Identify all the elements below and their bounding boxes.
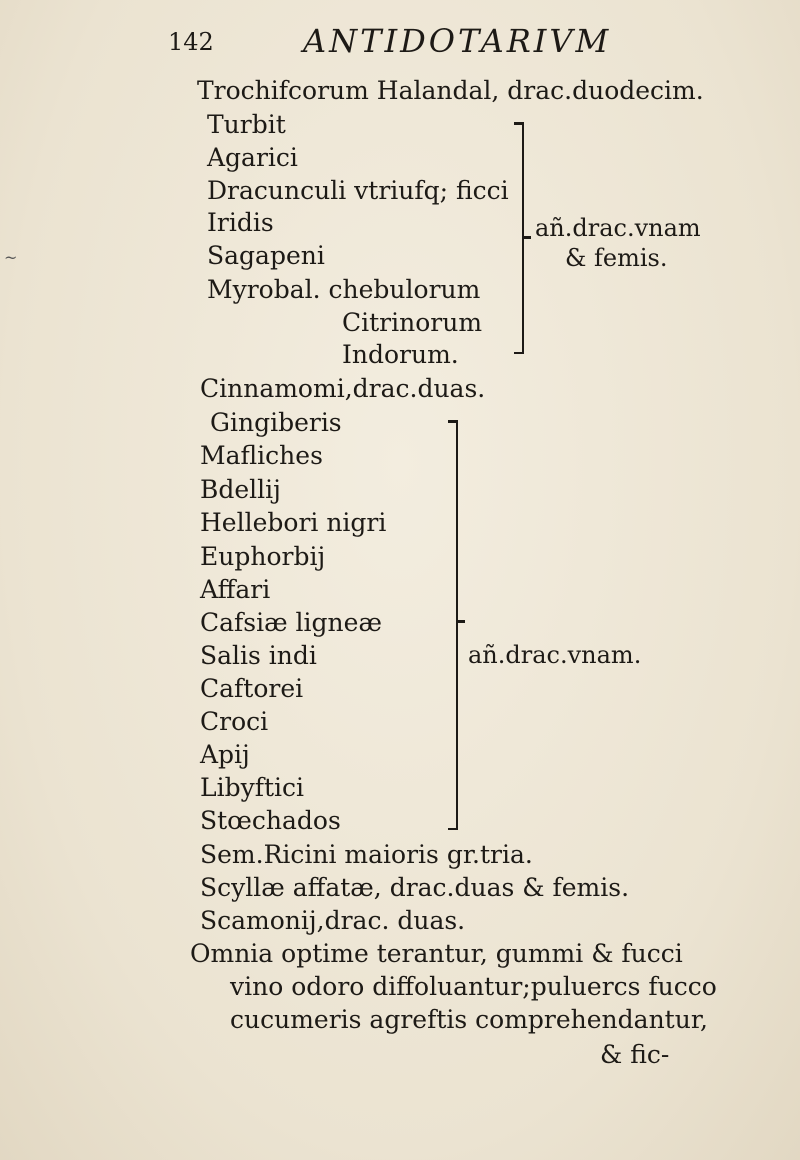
- ingredient-line: Affari: [200, 575, 271, 604]
- brace-group2: [446, 420, 458, 830]
- page-number: 142: [168, 28, 214, 56]
- ingredient-line: Gingiberis: [210, 408, 342, 437]
- text-line: vino odoro diffoluantur;puluercs fucco: [230, 972, 717, 1001]
- ingredient-line: Apij: [200, 740, 250, 769]
- ingredient-line: Hellebori nigri: [200, 508, 387, 537]
- text-line: Scamonij,drac. duas.: [200, 906, 466, 935]
- text-line: Omnia optime terantur, gummi & fucci: [190, 939, 683, 968]
- ingredient-line: Turbit: [207, 110, 286, 139]
- dosage-note: añ.drac.vnam.: [468, 641, 642, 669]
- running-title: ANTIDOTARIVM: [303, 22, 612, 60]
- ingredient-line: Caftorei: [200, 674, 304, 703]
- ingredient-line: Mafliches: [200, 441, 323, 470]
- recipe-line: Cinnamomi,drac.duas.: [200, 374, 486, 403]
- ingredient-line: Stœchados: [200, 806, 341, 835]
- recipe-line: Trochifcorum Halandal, drac.duodecim.: [197, 76, 704, 105]
- text-line: Sem.Ricini maioris gr.tria.: [200, 840, 533, 869]
- margin-mark: ~: [4, 248, 18, 267]
- ingredient-line: Sagapeni: [207, 241, 325, 270]
- ingredient-line: Cafsiæ ligneæ: [200, 608, 382, 637]
- ingredient-line: Bdellij: [200, 475, 281, 504]
- brace-group1: [512, 122, 524, 354]
- ingredient-line: Euphorbij: [200, 542, 326, 571]
- page-header: [168, 22, 612, 60]
- ingredient-line: Salis indi: [200, 641, 317, 670]
- ingredient-line: Dracunculi vtriufq; ficci: [207, 176, 509, 205]
- ingredient-line: Libyftici: [200, 773, 305, 802]
- ingredient-line: Agarici: [207, 143, 298, 172]
- ingredient-line: Citrinorum: [342, 308, 483, 337]
- ingredient-line: Iridis: [207, 208, 274, 237]
- ingredient-line: Indorum.: [342, 340, 459, 369]
- dosage-note-line: añ.drac.vnam: [535, 214, 701, 242]
- catchword: & fic-: [600, 1040, 670, 1069]
- ingredient-line: Croci: [200, 707, 269, 736]
- dosage-note: [535, 213, 701, 273]
- ingredient-line: Myrobal. chebulorum: [207, 275, 481, 304]
- text-line: Scyllæ affatæ, drac.duas & femis.: [200, 873, 630, 902]
- text-line: cucumeris agreftis comprehendantur,: [230, 1005, 708, 1034]
- dosage-note-line: & femis.: [565, 244, 668, 272]
